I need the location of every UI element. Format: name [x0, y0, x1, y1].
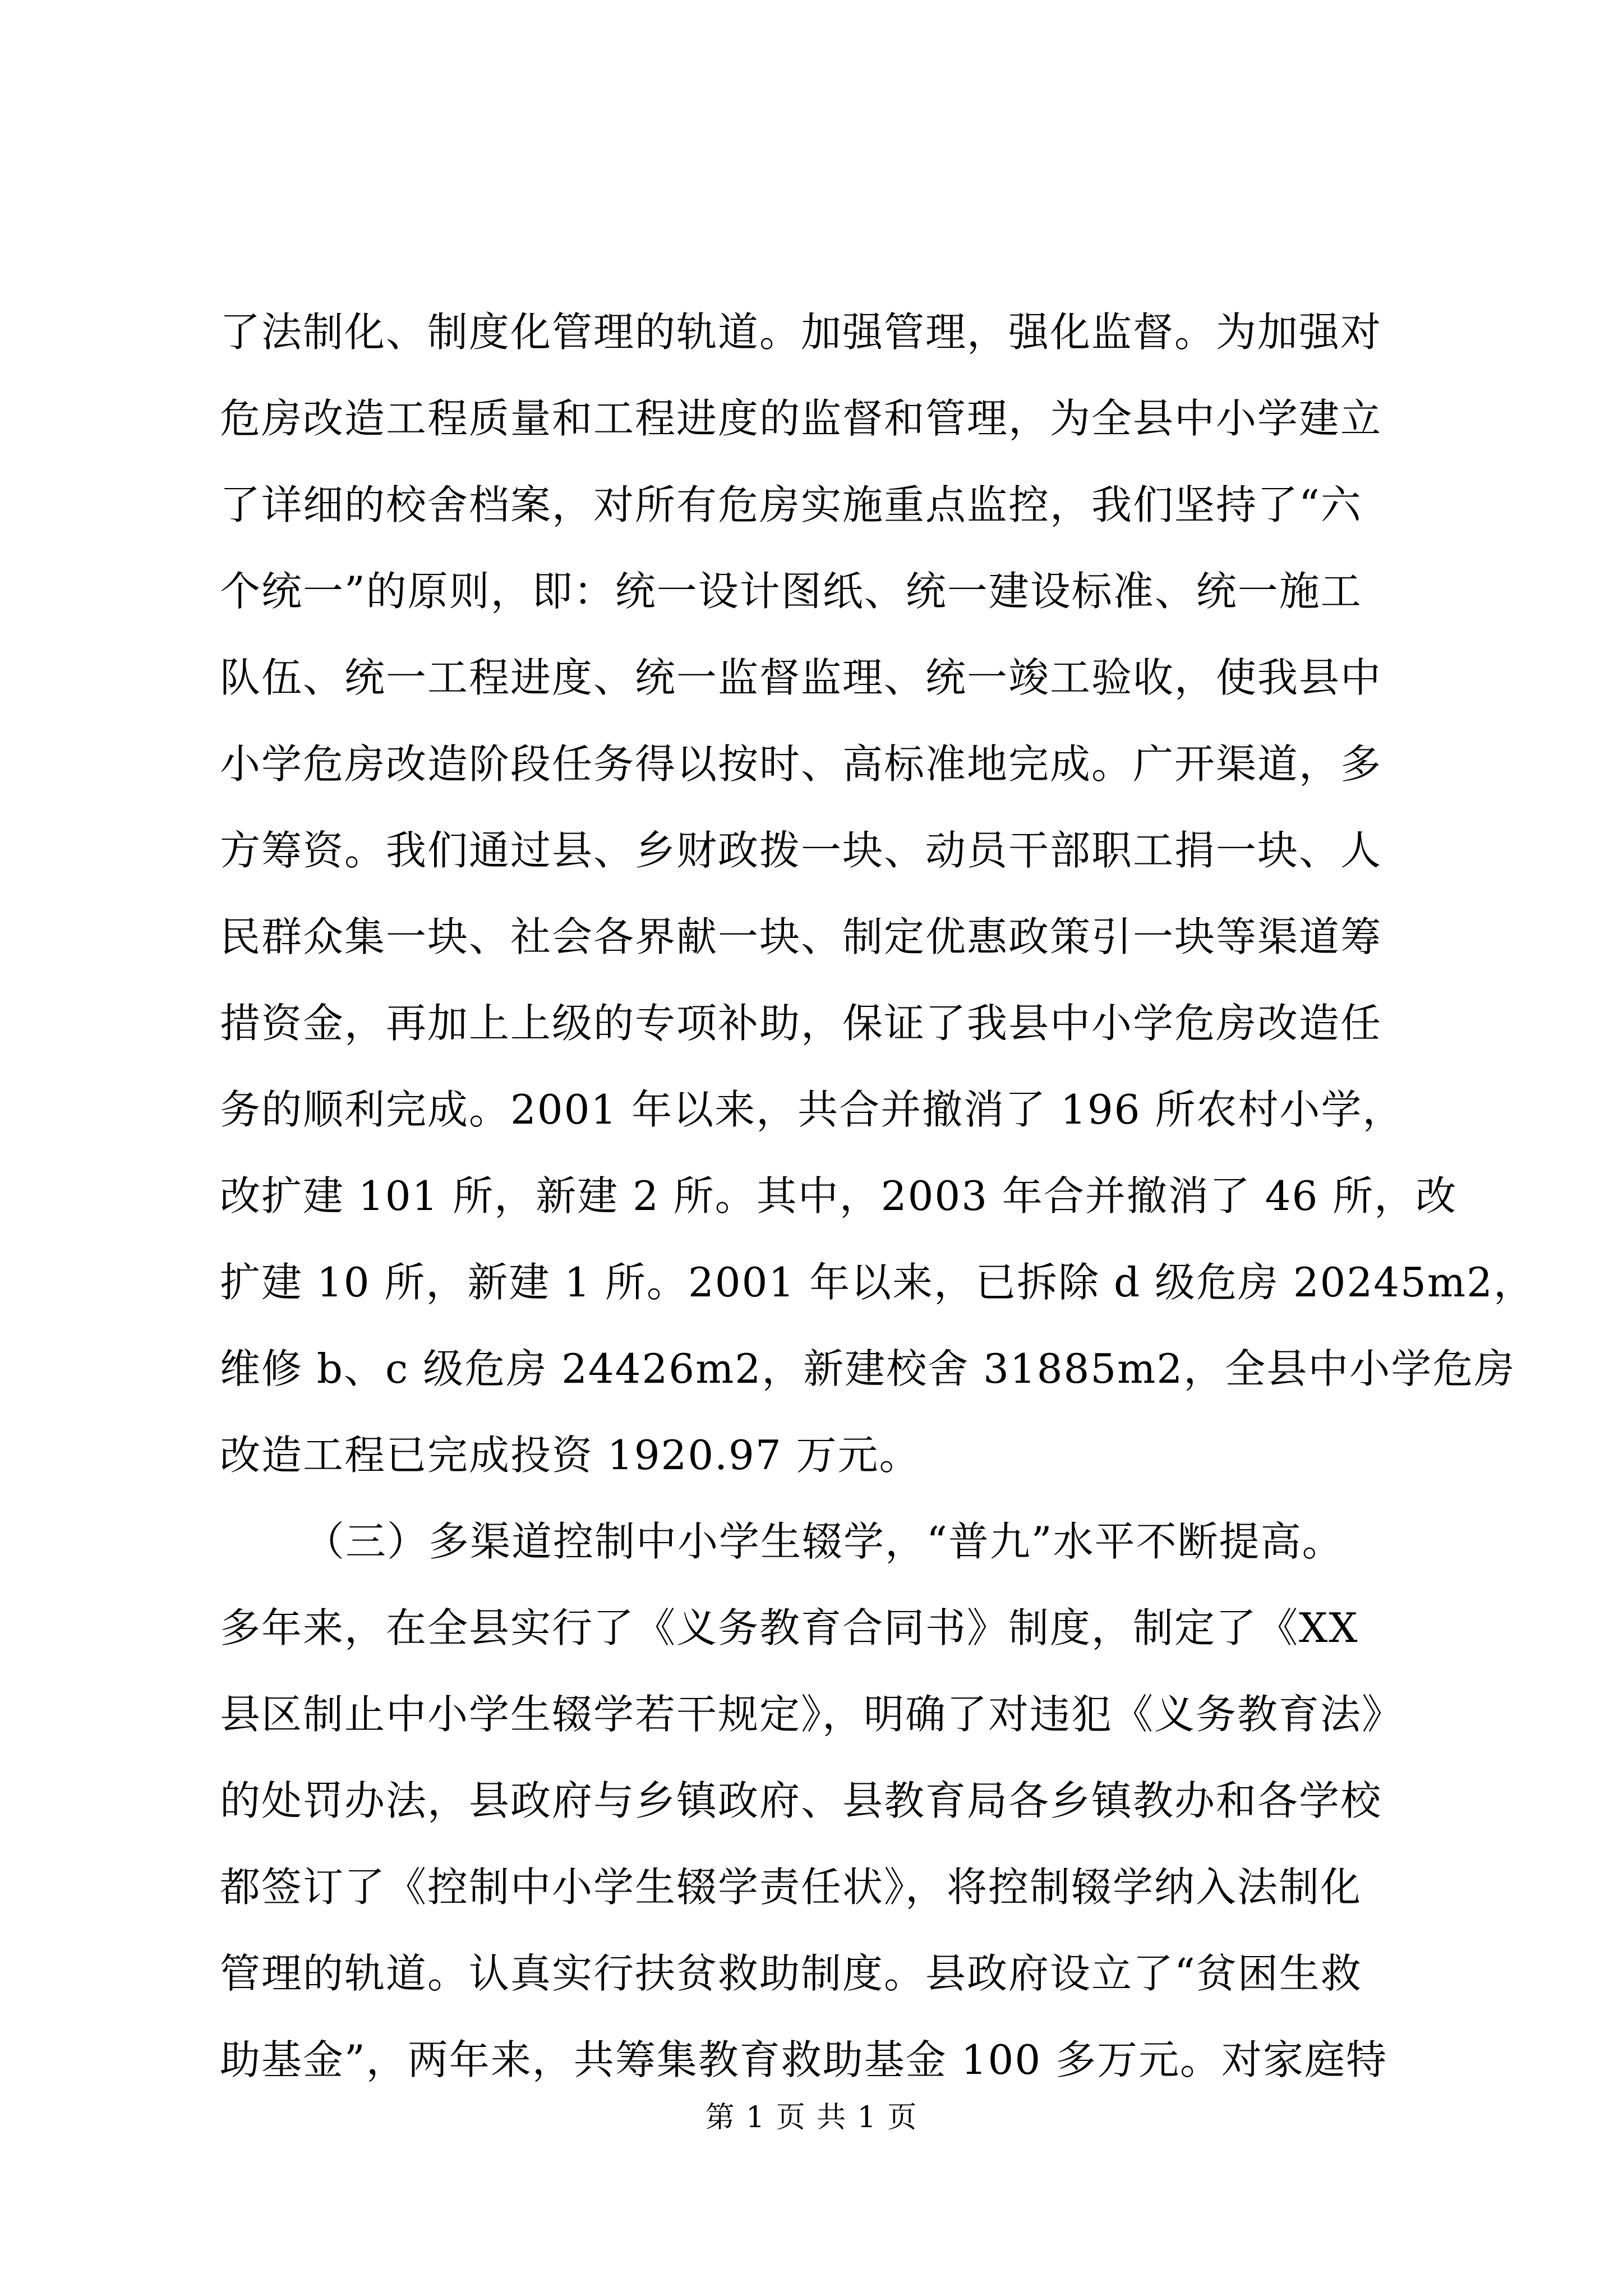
text-line: 了法制化、制度化管理的轨道。加强管理，强化监督。为加强对	[220, 309, 1382, 356]
page-footer	[0, 2098, 1623, 2137]
body-text	[220, 289, 1535, 2103]
text-line: 个统一”的原则，即：统一设计图纸、统一建设标准、统一施工	[220, 568, 1362, 615]
text-line: 方筹资。我们通过县、乡财政拨一块、动员干部职工捐一块、人	[220, 827, 1382, 874]
text-line: 助基金”，两年来，共筹集教育救助基金 100 多万元。对家庭特	[220, 2036, 1388, 2083]
text-line: 务的顺利完成。2001 年以来，共合并撤消了 196 所农村小学，	[220, 1086, 1404, 1133]
text-line: 队伍、统一工程进度、统一监督监理、统一竣工验收，使我县中	[220, 654, 1382, 701]
text-line: 危房改造工程质量和工程进度的监督和管理，为全县中小学建立	[220, 395, 1382, 442]
text-line: 县区制止中小学生辍学若干规定》，明确了对违犯《义务教育法》	[220, 1691, 1404, 1738]
section-heading-line: （三）多渠道控制中小学生辍学，“普九”水平不断提高。	[304, 1518, 1344, 1565]
text-line: 措资金，再加上上级的专项补助，保证了我县中小学危房改造任	[220, 1000, 1382, 1047]
text-line: 的处罚办法，县政府与乡镇政府、县教育局各乡镇教办和各学校	[220, 1777, 1382, 1824]
text-line: 多年来，在全县实行了《义务教育合同书》制度，制定了《XX	[220, 1604, 1359, 1651]
text-line: 都签订了《控制中小学生辍学责任状》，将控制辍学纳入法制化	[220, 1864, 1362, 1911]
text-line: 小学危房改造阶段任务得以按时、高标准地完成。广开渠道，多	[220, 740, 1382, 788]
text-line: 了详细的校舍档案，对所有危房实施重点监控，我们坚持了“六	[220, 481, 1362, 528]
text-line: 改扩建 101 所，新建 2 所。其中，2003 年合并撤消了 46 所，改	[220, 1172, 1458, 1220]
text-line: 维修 b、c 级危房 24426m2，新建校舍 31885m2，全县中小学危房	[220, 1345, 1516, 1392]
text-line: 管理的轨道。认真实行扶贫救助制度。县政府设立了“贫困生救	[220, 1950, 1362, 1997]
text-line: 扩建 10 所，新建 1 所。2001 年以来，已拆除 d 级危房 20245m2，	[220, 1259, 1535, 1306]
text-line: 民群众集一块、社会各界献一块、制定优惠政策引一块等渠道筹	[220, 913, 1382, 960]
text-line: 改造工程已完成投资 1920.97 万元。	[220, 1432, 921, 1479]
page-number: 第 1 页 共 1 页	[705, 2101, 918, 2134]
